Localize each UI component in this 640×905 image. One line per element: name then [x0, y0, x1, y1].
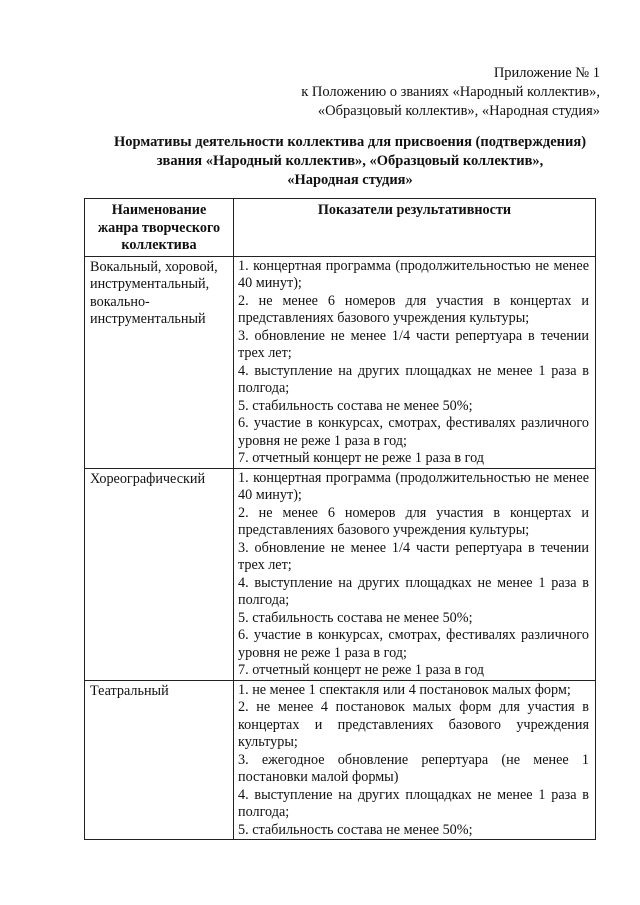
indicator-item: 3. обновление не менее 1/4 части репертуара в течении трех лет;	[238, 327, 589, 361]
title-line-1: Нормативы деятельности коллектива для присвоения (подтверждения)	[113, 134, 587, 150]
header-indicators: Показатели результативности	[234, 199, 596, 257]
indicators-cell	[234, 680, 596, 840]
standards-table	[84, 198, 596, 840]
appendix-header	[301, 64, 600, 121]
appendix-number: Приложение № 1	[493, 65, 600, 81]
indicator-item: 1. концертная программа (продолжительностью не менее 40 минут);	[238, 469, 589, 503]
title-line-3: «Народная студия»	[287, 172, 413, 188]
table-row	[85, 680, 596, 840]
indicator-item: 4. выступление на других площадках не менее 1 раза в полгода;	[238, 574, 589, 608]
indicator-item: 2. не менее 4 постановок малых форм для участия в концертах и представлениях базового учреждения культуры;	[238, 699, 589, 750]
indicator-item: 6. участие в конкурсах, смотрах, фестивалях различного уровня не реже 1 раза в год;	[238, 627, 589, 661]
header-genre: Наименование жанра творческого коллектива	[85, 199, 234, 257]
genre-cell: Театральный	[85, 680, 234, 840]
indicator-item: 5. стабильность состава не менее 50%;	[238, 609, 473, 626]
table-header-row	[85, 199, 596, 257]
indicator-item: 2. не менее 6 номеров для участия в концертах и представлениях базового учреждения культуры;	[238, 504, 589, 538]
indicator-item: 3. обновление не менее 1/4 части репертуара в течении трех лет;	[238, 539, 589, 573]
table-row	[85, 468, 596, 680]
indicators-cell	[234, 256, 596, 468]
appendix-reference-line-2: «Образцовый коллектив», «Народная студия»	[317, 103, 600, 119]
table-row	[85, 256, 596, 468]
document-title	[90, 133, 610, 190]
indicator-item: 4. выступление на других площадках не менее 1 раза в полгода;	[238, 362, 589, 396]
indicator-item: 6. участие в конкурсах, смотрах, фестивалях различного уровня не реже 1 раза в год;	[238, 415, 589, 449]
genre-cell: Хореографический	[85, 468, 234, 680]
indicator-item: 1. концертная программа (продолжительностью не менее 40 минут);	[238, 257, 589, 291]
indicator-item: 3. ежегодное обновление репертуара (не менее 1 постановки малой формы)	[238, 751, 589, 785]
indicator-item: 7. отчетный концерт не реже 1 раза в год	[238, 450, 484, 466]
indicator-item: 4. выступление на других площадках не менее 1 раза в полгода;	[238, 786, 589, 820]
indicator-item: 5. стабильность состава не менее 50%;	[238, 821, 473, 838]
indicators-cell	[234, 468, 596, 680]
indicator-item: 1. не менее 1 спектакля или 4 постановок малых форм;	[238, 681, 571, 698]
appendix-reference-line-1: к Положению о званиях «Народный коллектив»,	[301, 84, 600, 100]
indicator-item: 7. отчетный концерт не реже 1 раза в год	[238, 662, 484, 678]
title-line-2: звания «Народный коллектив», «Образцовый коллектив»,	[156, 153, 544, 169]
indicator-item: 2. не менее 6 номеров для участия в концертах и представлениях базового учреждения культуры;	[238, 292, 589, 326]
genre-cell: Вокальный, хоровой, инструментальный, вокально-инструментальный	[85, 256, 234, 468]
indicator-item: 5. стабильность состава не менее 50%;	[238, 397, 473, 414]
